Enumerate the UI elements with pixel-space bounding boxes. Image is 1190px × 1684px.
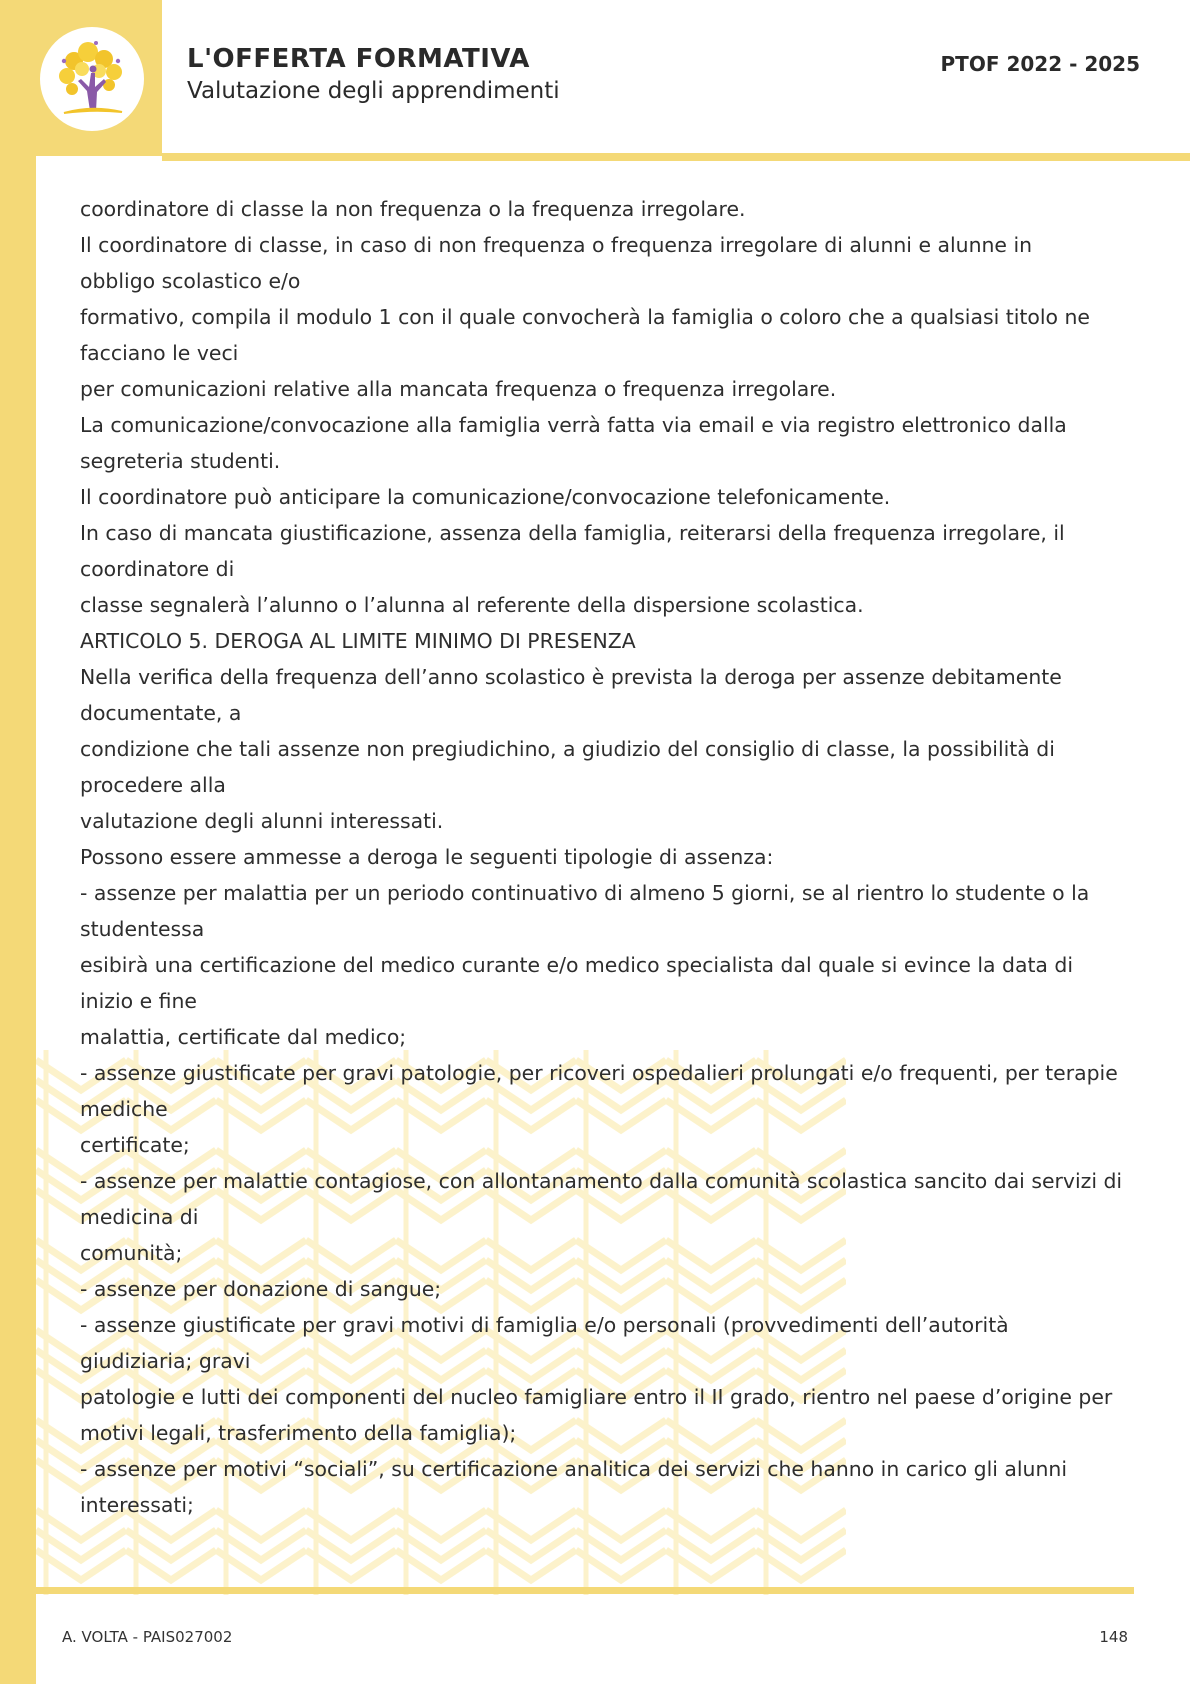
body-line: - assenze per malattie contagiose, con allontanamento dalla comunità scolastica sancito dai servizi di	[80, 1169, 1123, 1193]
body-line: facciano le veci	[80, 341, 239, 365]
body-line: giudiziaria; gravi	[80, 1349, 251, 1373]
body-line: interessati;	[80, 1493, 194, 1517]
body-text	[80, 191, 1123, 1523]
body-line: mediche	[80, 1097, 168, 1121]
footer-divider	[36, 1587, 1134, 1594]
body-line: motivi legali, trasferimento della famiglia);	[80, 1421, 517, 1445]
body-line: medicina di	[80, 1205, 199, 1229]
body-line: - assenze giustificate per gravi patologie, per ricoveri ospedalieri prolungati e/o frequenti, per terapie	[80, 1061, 1118, 1085]
body-line: procedere alla	[80, 773, 226, 797]
body-line: Il coordinatore di classe, in caso di non frequenza o frequenza irregolare di alunni e alunne in	[80, 233, 1033, 257]
school-logo	[40, 27, 144, 131]
body-line: coordinatore di classe la non frequenza o la frequenza irregolare.	[80, 197, 746, 221]
header-divider	[162, 153, 1190, 161]
body-line: valutazione degli alunni interessati.	[80, 809, 444, 833]
body-line: condizione che tali assenze non pregiudichino, a giudizio del consiglio di classe, la possibilità di	[80, 737, 1055, 761]
body-line: formativo, compila il modulo 1 con il quale convocherà la famiglia o coloro che a qualsiasi titolo ne	[80, 305, 1090, 329]
body-line: In caso di mancata giustificazione, assenza della famiglia, reiterarsi della frequenza irregolare, il	[80, 521, 1065, 545]
body-line: certificate;	[80, 1133, 190, 1157]
body-line: - assenze per donazione di sangue;	[80, 1277, 442, 1301]
footer-school: A. VOLTA - PAIS027002	[62, 1628, 233, 1646]
body-line: La comunicazione/convocazione alla famiglia verrà fatta via email e via registro elettronico dalla	[80, 413, 1067, 437]
tree-logo-icon	[54, 39, 130, 119]
body-line: Possono essere ammesse a deroga le seguenti tipologie di assenza:	[80, 845, 774, 869]
body-line: esibirà una certificazione del medico curante e/o medico specialista dal quale si evince la data di	[80, 953, 1074, 977]
page-number: 148	[1099, 1628, 1128, 1646]
body-line: inizio e fine	[80, 989, 197, 1013]
body-line: - assenze per malattia per un periodo continuativo di almeno 5 giorni, se al rientro lo studente o la	[80, 881, 1090, 905]
body-line: studentessa	[80, 917, 205, 941]
body-line: per comunicazioni relative alla mancata frequenza o frequenza irregolare.	[80, 377, 837, 401]
body-line: documentate, a	[80, 701, 242, 725]
body-line: obbligo scolastico e/o	[80, 269, 301, 293]
left-accent-band	[0, 0, 36, 1684]
body-line: - assenze giustificate per gravi motivi di famiglia e/o personali (provvedimenti dell’autorità	[80, 1313, 1009, 1337]
body-line: classe segnalerà l’alunno o l’alunna al referente della dispersione scolastica.	[80, 593, 864, 617]
body-line: patologie e lutti dei componenti del nucleo famigliare entro il II grado, rientro nel paese d’origine per	[80, 1385, 1113, 1409]
body-line: comunità;	[80, 1241, 183, 1265]
page-subtitle: Valutazione degli apprendimenti	[187, 78, 560, 104]
body-line: segreteria studenti.	[80, 449, 281, 473]
body-line: - assenze per motivi “sociali”, su certificazione analitica dei servizi che hanno in carico gli alunni	[80, 1457, 1067, 1481]
body-line: Il coordinatore può anticipare la comunicazione/convocazione telefonicamente.	[80, 485, 891, 509]
body-line: coordinatore di	[80, 557, 235, 581]
page-title: L'OFFERTA FORMATIVA	[187, 44, 530, 74]
plan-label: PTOF 2022 - 2025	[940, 52, 1140, 76]
article-heading: ARTICOLO 5. DEROGA AL LIMITE MINIMO DI PRESENZA	[80, 629, 636, 653]
body-line: Nella verifica della frequenza dell’anno scolastico è prevista la deroga per assenze debitamente	[80, 665, 1062, 689]
body-line: malattia, certificate dal medico;	[80, 1025, 407, 1049]
